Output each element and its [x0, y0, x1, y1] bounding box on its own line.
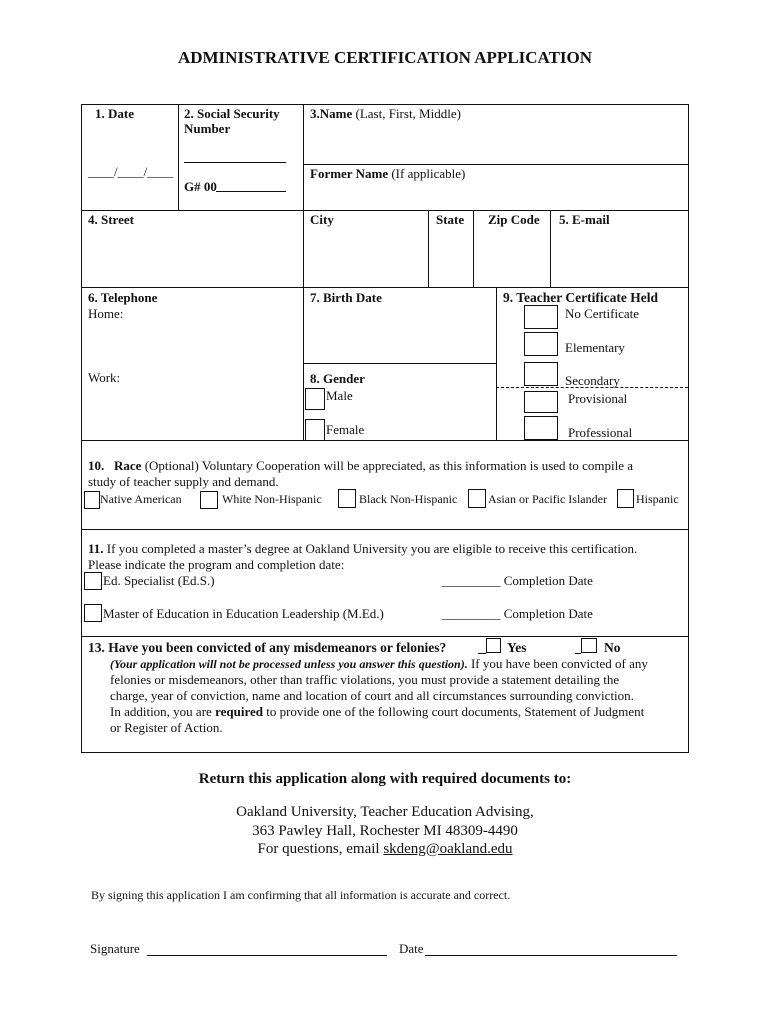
former-name-label: Former Name (If applicable) — [310, 166, 466, 181]
teacher-certificate-label: 9. Teacher Certificate Held — [503, 290, 658, 305]
work-phone-label: Work: — [88, 370, 121, 385]
race-option-white: White Non-Hispanic — [222, 492, 322, 506]
date-field[interactable]: ____/____/____ — [88, 164, 174, 179]
no-certificate-checkbox[interactable] — [524, 305, 558, 329]
med-completion-date[interactable]: _________ Completion Date — [442, 606, 593, 621]
date-signed-field[interactable] — [425, 955, 677, 956]
state-label: State — [436, 212, 465, 227]
cert-option-professional: Professional — [568, 425, 633, 440]
eds-checkbox[interactable] — [84, 572, 102, 590]
zip-label: Zip Code — [488, 212, 540, 227]
ssn-label-2: Number — [184, 121, 231, 136]
date-signed-label: Date — [399, 941, 424, 956]
ssn-field[interactable] — [184, 162, 286, 163]
eds-label: Ed. Specialist (Ed.S.) — [103, 573, 215, 588]
black-checkbox[interactable] — [338, 489, 356, 508]
signature-label: Signature — [90, 941, 140, 956]
secondary-checkbox[interactable] — [524, 362, 558, 386]
return-instructions: Return this application along with required documents to: — [198, 771, 572, 787]
conviction-details-4: In addition, you are required to provide one of the following court documents, Statement of Judgment — [110, 704, 645, 719]
white-checkbox[interactable] — [200, 491, 218, 509]
address-line-2: 363 Pawley Hall, Rochester MI 48309-4490 — [252, 823, 518, 839]
home-phone-label: Home: — [88, 306, 124, 321]
gender-label: 8. Gender — [310, 371, 365, 386]
masters-question-2: Please indicate the program and completion date: — [88, 557, 345, 572]
female-checkbox[interactable] — [305, 419, 325, 441]
yes-checkbox[interactable] — [486, 638, 501, 653]
provisional-checkbox[interactable] — [524, 391, 558, 413]
ssn-label: 2. Social Security — [184, 106, 280, 121]
race-option-native-american: Native American — [100, 492, 182, 506]
eds-completion-date[interactable]: _________ Completion Date — [442, 573, 593, 588]
yes-label: Yes — [507, 640, 527, 655]
name-label: 3.Name (Last, First, Middle) — [310, 106, 461, 121]
conviction-details-3: charge, year of conviction, name and location of court and all circumstances surrounding conviction. — [110, 688, 634, 703]
telephone-label: 6. Telephone — [88, 290, 158, 305]
hispanic-checkbox[interactable] — [617, 489, 634, 508]
date-label: 1. Date — [95, 106, 134, 121]
city-label: City — [310, 212, 334, 227]
confirmation-text: By signing this application I am confirming that all information is accurate and correct. — [91, 888, 511, 902]
address-line-1: Oakland University, Teacher Education Advising, — [236, 804, 534, 820]
native-american-checkbox[interactable] — [84, 491, 100, 509]
professional-checkbox[interactable] — [524, 416, 558, 440]
conviction-question: 13. Have you been convicted of any misdemeanors or felonies? — [88, 640, 447, 655]
race-question: 10. Race (Optional) Voluntary Cooperation will be appreciated, as this information is used to compile a — [88, 458, 634, 473]
page-title: ADMINISTRATIVE CERTIFICATION APPLICATION — [177, 48, 593, 67]
conviction-details-2: felonies or misdemeanors, other than traffic violations, you must provide a statement detailing the — [110, 672, 620, 687]
med-checkbox[interactable] — [84, 604, 102, 622]
birth-date-label: 7. Birth Date — [310, 290, 382, 305]
email-label: 5. E-mail — [559, 212, 610, 227]
race-question-2: study of teacher supply and demand. — [88, 474, 279, 489]
street-label: 4. Street — [88, 212, 134, 227]
no-label: No — [604, 640, 621, 655]
no-checkbox[interactable] — [581, 638, 597, 653]
questions-line: For questions, email skdeng@oakland.edu — [257, 841, 513, 857]
elementary-checkbox[interactable] — [524, 332, 558, 356]
g-number-label: G# 00 — [184, 179, 217, 194]
female-label: Female — [326, 422, 365, 437]
email-link[interactable]: skdeng@oakland.edu — [383, 841, 513, 857]
race-option-hispanic: Hispanic — [636, 492, 679, 506]
masters-question: 11. If you completed a master’s degree at Oakland University you are eligible to receive this certification. — [88, 541, 638, 556]
male-checkbox[interactable] — [305, 388, 325, 410]
cert-option-provisional: Provisional — [568, 391, 628, 406]
asian-checkbox[interactable] — [468, 489, 486, 508]
signature-field[interactable] — [147, 955, 387, 956]
male-label: Male — [326, 388, 353, 403]
race-option-asian: Asian or Pacific Islander — [488, 492, 607, 506]
conviction-details-1: (Your application will not be processed unless you answer this question). If you have been convicted of any — [110, 656, 648, 671]
cert-option-elementary: Elementary — [565, 340, 625, 355]
cert-option-no-certificate: No Certificate — [565, 306, 639, 321]
cert-option-secondary: Secondary — [565, 373, 620, 388]
g-number-field[interactable] — [216, 191, 286, 192]
conviction-details-5: or Register of Action. — [110, 720, 223, 735]
race-option-black: Black Non-Hispanic — [359, 492, 458, 506]
med-label: Master of Education in Education Leadership (M.Ed.) — [103, 606, 384, 621]
